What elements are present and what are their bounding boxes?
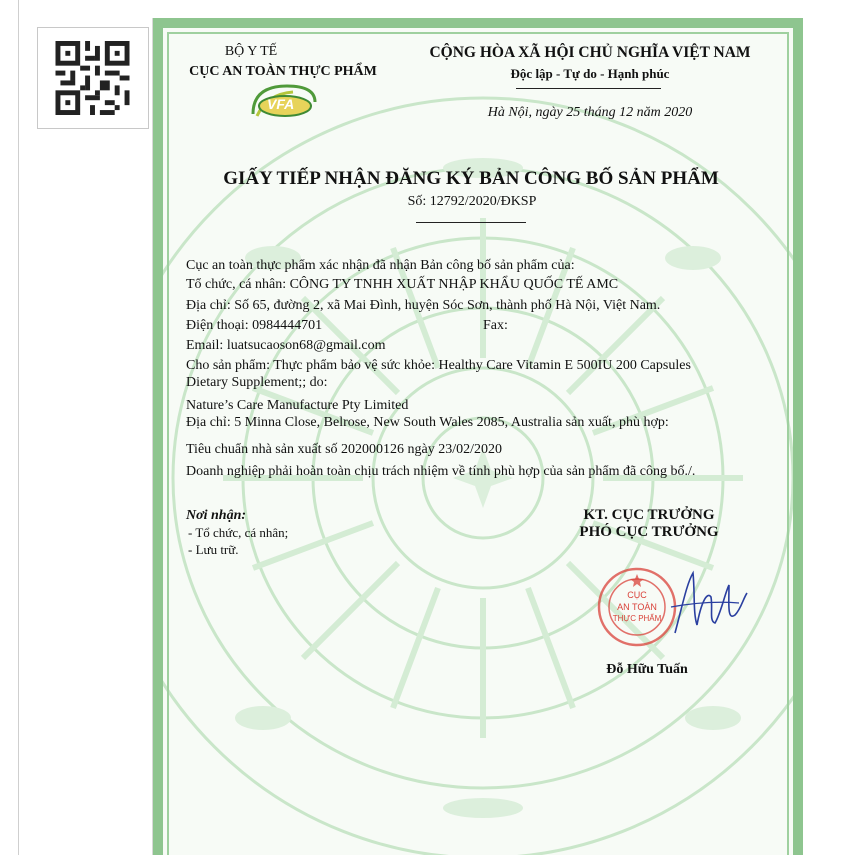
body-manufacturer: Nature’s Care Manufacture Pty Limited — [186, 398, 409, 413]
ministry-name: BỘ Y TẾ — [224, 44, 278, 59]
stamp-text-2: AN TOÀN — [617, 602, 657, 612]
signer-name: Đỗ Hữu Tuấn — [606, 662, 688, 677]
recipient-item: - Tổ chức, cá nhân; — [188, 525, 289, 540]
body-responsibility: Doanh nghiệp phải hoàn toàn chịu trách nhiệm về tính phù hợp của sản phẩm đã công bố./. — [186, 464, 696, 479]
country-name: CỘNG HÒA XÃ HỘI CHỦ NGHĨA VIỆT NAM — [429, 44, 751, 61]
body-product-line1: Cho sản phẩm: Thực phẩm bảo vệ sức khỏe: Healthy Care Vitamin E 500IU 200 Capsules — [186, 358, 691, 373]
body-fax: Fax: — [483, 318, 508, 333]
document-title: GIẤY TIẾP NHẬN ĐĂNG KÝ BẢN CÔNG BỐ SẢN PHẨM — [223, 168, 719, 189]
recipient-item: - Lưu trữ. — [188, 542, 239, 557]
document-number: Số: 12792/2020/ĐKSP — [407, 194, 537, 209]
agency-name: CỤC AN TOÀN THỰC PHẨM — [189, 64, 377, 79]
handwritten-signature — [663, 563, 753, 643]
motto-underline — [516, 88, 661, 89]
vfa-logo — [247, 80, 321, 120]
body-intro: Cục an toàn thực phẩm xác nhận đã nhận Bản công bố sản phẩm của: — [186, 258, 575, 273]
body-manufacturer-address: Địa chỉ: 5 Minna Close, Belrose, New South Wales 2085, Australia sản xuất, phù hợp: — [186, 415, 669, 430]
body-email: Email: luatsucaoson68@gmail.com — [186, 338, 386, 353]
certificate-page — [152, 18, 804, 855]
signer-title-2: PHÓ CỤC TRƯỞNG — [579, 524, 719, 540]
stamp-text-3: THỰC PHẨM — [612, 614, 662, 623]
recipients-heading: Nơi nhận: — [186, 508, 247, 523]
body-phone: Điện thoại: 0984444701 — [186, 318, 323, 333]
qr-code — [37, 27, 149, 129]
body-standard: Tiêu chuẩn nhà sản xuất số 202000126 ngày 23/02/2020 — [186, 442, 503, 457]
national-motto: Độc lập - Tự do - Hạnh phúc — [510, 66, 670, 81]
right-margin — [803, 0, 855, 855]
signer-title-1: KT. CỤC TRƯỞNG — [583, 507, 715, 523]
place-date: Hà Nội, ngày 25 tháng 12 năm 2020 — [487, 105, 693, 120]
body-organization: Tổ chức, cá nhân: CÔNG TY TNHH XUẤT NHẬP KHẨU QUỐC TẾ AMC — [186, 277, 619, 292]
left-divider — [18, 0, 19, 855]
body-address: Địa chỉ: Số 65, đường 2, xã Mai Đình, huyện Sóc Sơn, thành phố Hà Nội, Việt Nam. — [186, 298, 661, 313]
vfa-logo-text: VFA — [267, 96, 295, 112]
stamp-text-1: CỤC — [627, 590, 647, 600]
qr-code-icon — [55, 41, 130, 115]
number-underline — [416, 222, 526, 223]
body-product-line2: Dietary Supplement;; do: — [186, 375, 328, 390]
